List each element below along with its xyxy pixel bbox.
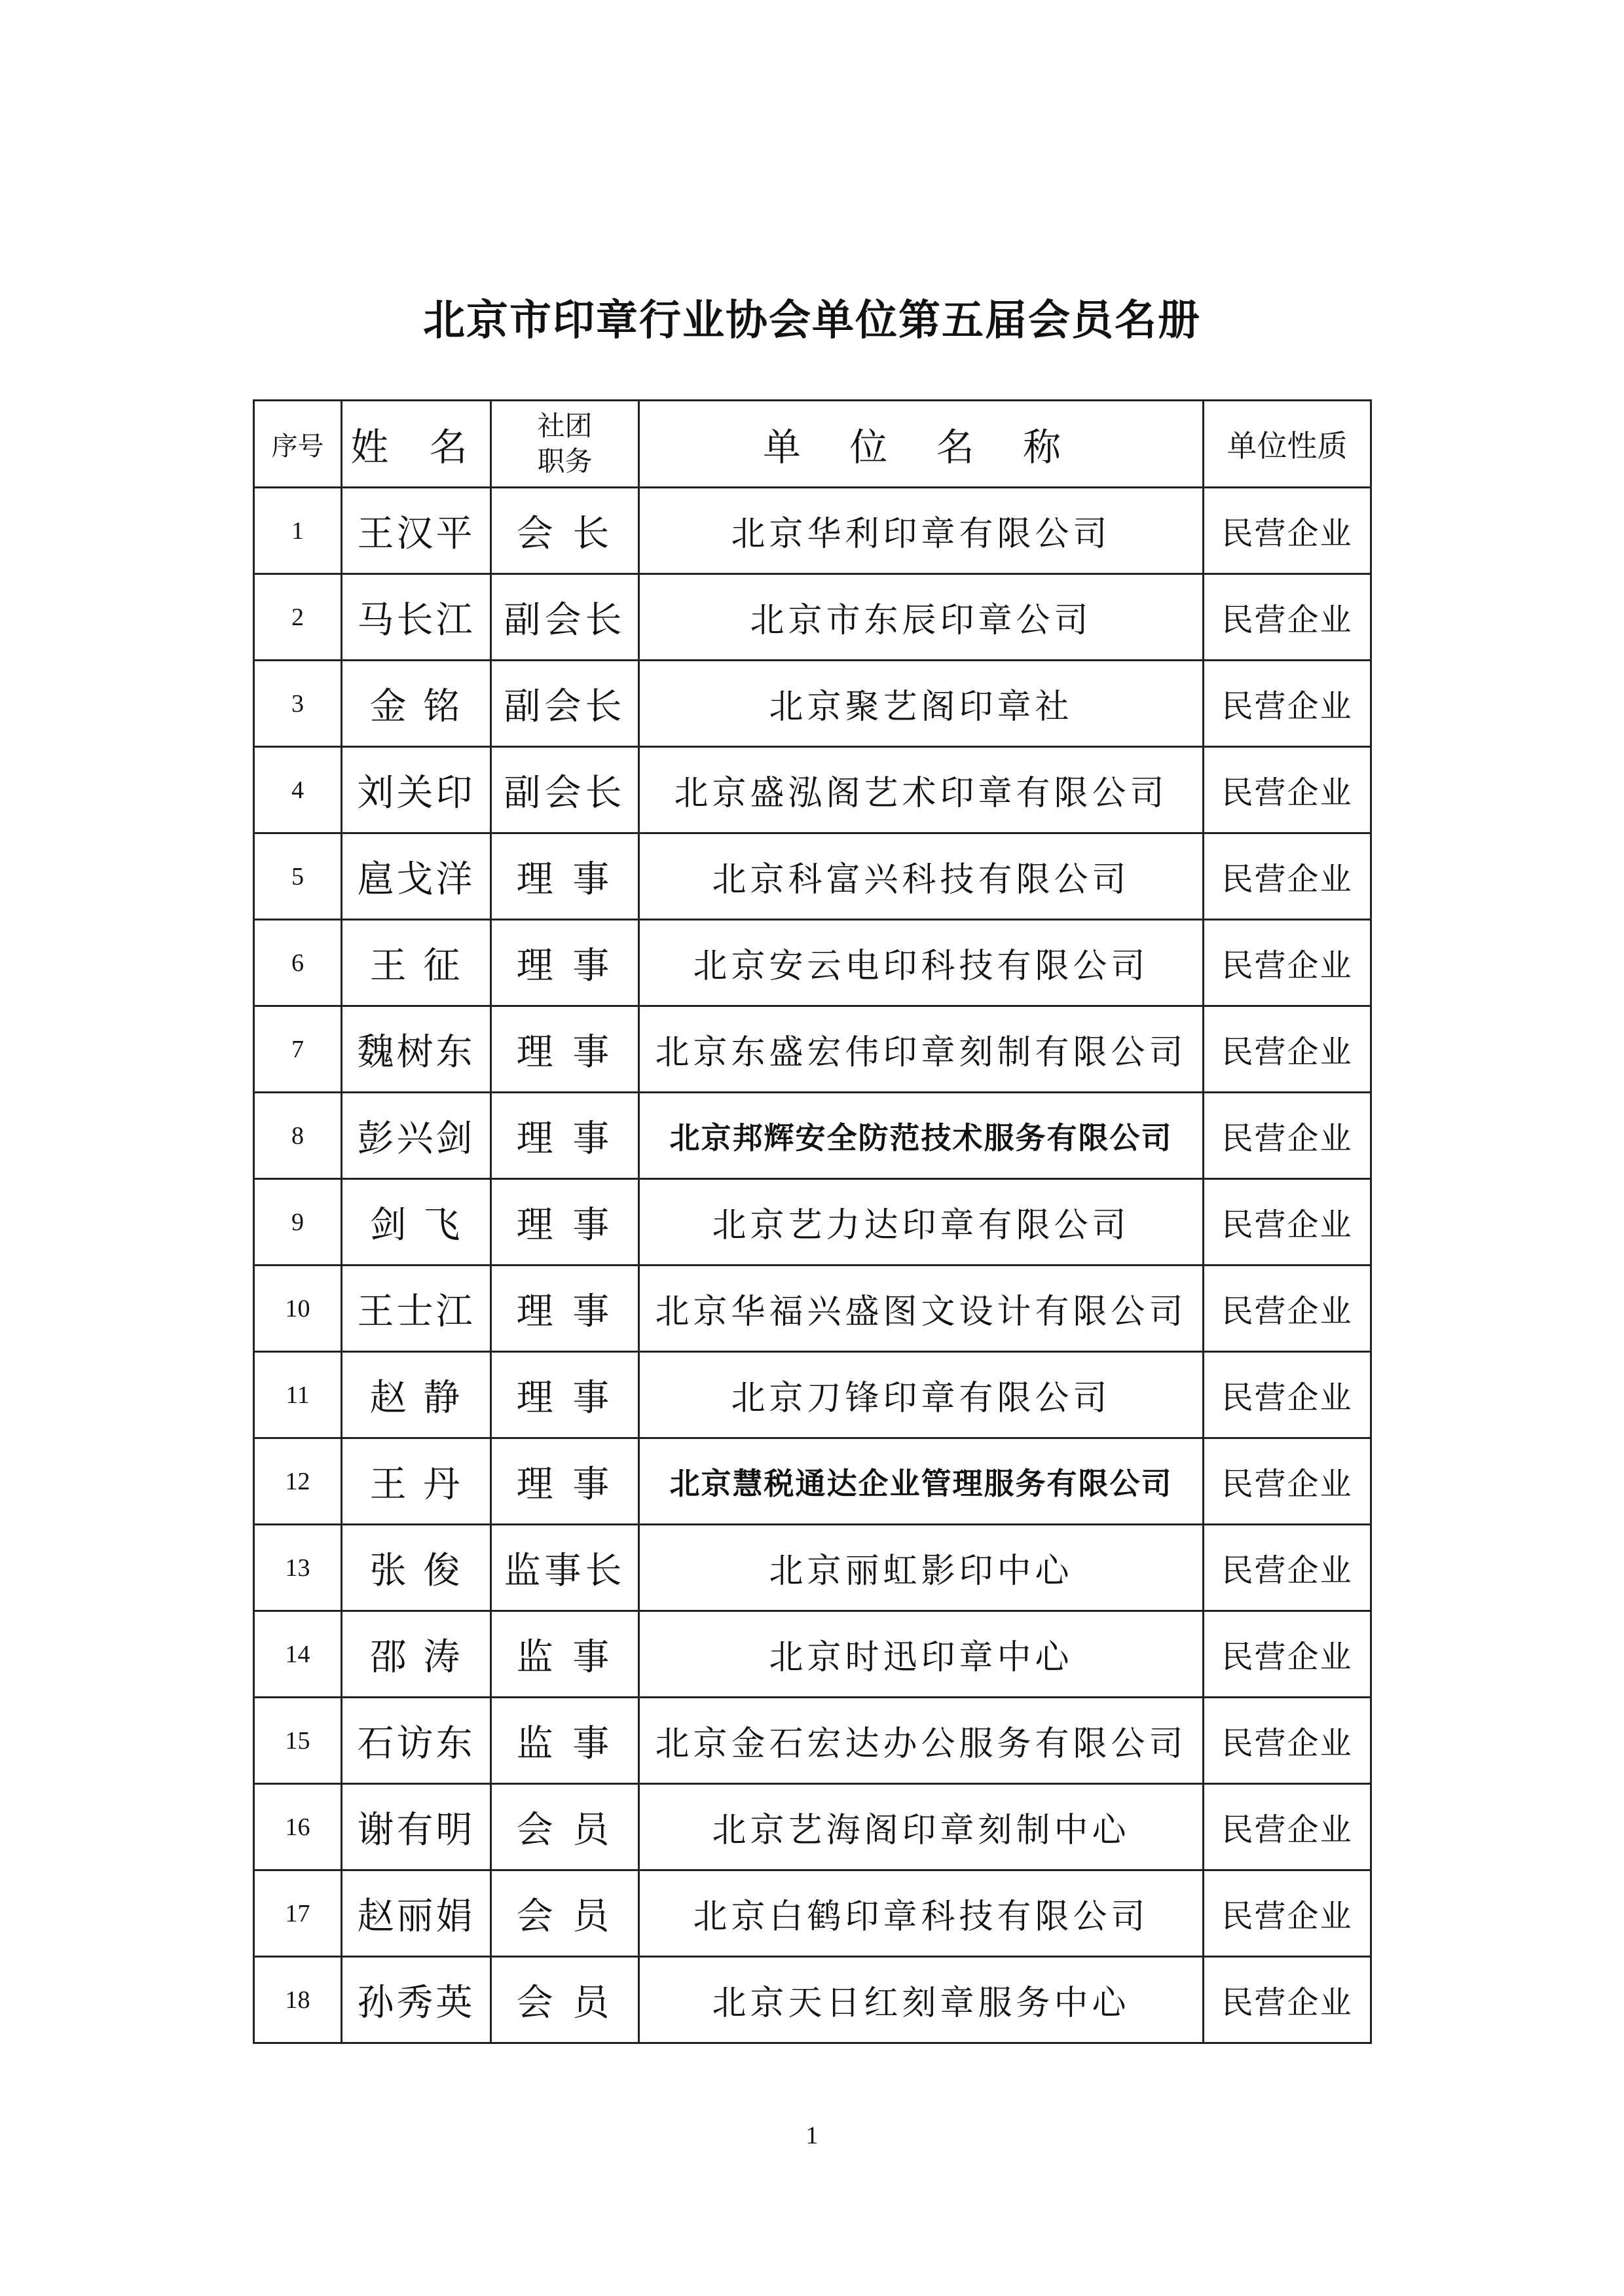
table-row (254, 1093, 1371, 1179)
table-row (254, 1266, 1371, 1352)
cell-seq: 16 (254, 1784, 342, 1870)
table-row (254, 661, 1371, 747)
cell-name: 赵丽娟 (342, 1870, 491, 1957)
cell-name: 马长江 (342, 574, 491, 661)
cell-unit: 北京白鹤印章科技有限公司 (639, 1870, 1204, 1957)
header-seq: 序号 (254, 401, 342, 488)
cell-role: 理 事 (491, 920, 639, 1006)
cell-nature: 民营企业 (1204, 1784, 1371, 1870)
cell-seq: 7 (254, 1006, 342, 1093)
cell-role: 会 员 (491, 1870, 639, 1957)
table-row (254, 1179, 1371, 1266)
cell-nature: 民营企业 (1204, 488, 1371, 574)
cell-name: 彭兴剑 (342, 1093, 491, 1179)
cell-role: 理 事 (491, 1352, 639, 1438)
cell-role: 会 员 (491, 1784, 639, 1870)
cell-role: 理 事 (491, 833, 639, 920)
cell-role: 监事长 (491, 1525, 639, 1611)
cell-nature: 民营企业 (1204, 1611, 1371, 1698)
cell-name: 孙秀英 (342, 1957, 491, 2043)
cell-unit: 北京市东辰印章公司 (639, 574, 1204, 661)
cell-name: 金 铭 (342, 661, 491, 747)
table-row (254, 1438, 1371, 1525)
table-row (254, 920, 1371, 1006)
cell-seq: 5 (254, 833, 342, 920)
cell-nature: 民营企业 (1204, 747, 1371, 833)
page-number: 1 (805, 2122, 819, 2149)
cell-name: 扈戈洋 (342, 833, 491, 920)
cell-role: 副会长 (491, 574, 639, 661)
cell-unit: 北京华福兴盛图文设计有限公司 (639, 1266, 1204, 1352)
table-row (254, 1870, 1371, 1957)
header-nature: 单位性质 (1204, 401, 1371, 488)
cell-unit: 北京丽虹影印中心 (639, 1525, 1204, 1611)
cell-name: 邵 涛 (342, 1611, 491, 1698)
cell-unit: 北京艺力达印章有限公司 (639, 1179, 1204, 1266)
cell-seq: 3 (254, 661, 342, 747)
cell-name: 赵 静 (342, 1352, 491, 1438)
cell-nature: 民营企业 (1204, 920, 1371, 1006)
cell-seq: 4 (254, 747, 342, 833)
cell-seq: 11 (254, 1352, 342, 1438)
cell-nature: 民营企业 (1204, 1438, 1371, 1525)
cell-name: 魏树东 (342, 1006, 491, 1093)
cell-nature: 民营企业 (1204, 574, 1371, 661)
cell-seq: 1 (254, 488, 342, 574)
cell-seq: 18 (254, 1957, 342, 2043)
table-row (254, 1957, 1371, 2043)
cell-role: 副会长 (491, 661, 639, 747)
cell-role: 会 员 (491, 1957, 639, 2043)
cell-name: 王 征 (342, 920, 491, 1006)
cell-seq: 2 (254, 574, 342, 661)
cell-name: 王汉平 (342, 488, 491, 574)
header-name: 姓 名 (342, 401, 491, 488)
table-row (254, 1698, 1371, 1784)
cell-role: 副会长 (491, 747, 639, 833)
cell-unit: 北京时迅印章中心 (639, 1611, 1204, 1698)
cell-seq: 13 (254, 1525, 342, 1611)
cell-seq: 14 (254, 1611, 342, 1698)
cell-nature: 民营企业 (1204, 1266, 1371, 1352)
cell-nature: 民营企业 (1204, 1525, 1371, 1611)
cell-role: 理 事 (491, 1006, 639, 1093)
cell-name: 刘关印 (342, 747, 491, 833)
table-row (254, 1611, 1371, 1698)
cell-seq: 12 (254, 1438, 342, 1525)
cell-seq: 6 (254, 920, 342, 1006)
cell-unit: 北京盛泓阁艺术印章有限公司 (639, 747, 1204, 833)
table-row (254, 1525, 1371, 1611)
cell-name: 谢有明 (342, 1784, 491, 1870)
cell-unit: 北京华利印章有限公司 (639, 488, 1204, 574)
table-row (254, 574, 1371, 661)
cell-seq: 8 (254, 1093, 342, 1179)
cell-nature: 民营企业 (1204, 833, 1371, 920)
cell-unit: 北京邦辉安全防范技术服务有限公司 (639, 1093, 1204, 1179)
table-row (254, 1352, 1371, 1438)
cell-unit: 北京慧税通达企业管理服务有限公司 (639, 1438, 1204, 1525)
cell-nature: 民营企业 (1204, 1698, 1371, 1784)
table-row (254, 1784, 1371, 1870)
table-row (254, 1006, 1371, 1093)
page-title: 北京市印章行业协会单位第五届会员名册 (423, 297, 1201, 345)
table-row (254, 488, 1371, 574)
cell-unit: 北京天日红刻章服务中心 (639, 1957, 1204, 2043)
header-role (491, 401, 639, 488)
cell-unit: 北京安云电印科技有限公司 (639, 920, 1204, 1006)
cell-role: 监 事 (491, 1611, 639, 1698)
cell-role: 监 事 (491, 1698, 639, 1784)
cell-role: 理 事 (491, 1179, 639, 1266)
cell-seq: 9 (254, 1179, 342, 1266)
cell-role: 理 事 (491, 1093, 639, 1179)
cell-nature: 民营企业 (1204, 1006, 1371, 1093)
cell-name: 石访东 (342, 1698, 491, 1784)
cell-role: 理 事 (491, 1266, 639, 1352)
member-roster-table (253, 399, 1372, 2044)
cell-seq: 17 (254, 1870, 342, 1957)
table-row (254, 833, 1371, 920)
cell-name: 张 俊 (342, 1525, 491, 1611)
cell-nature: 民营企业 (1204, 1352, 1371, 1438)
cell-role: 会 长 (491, 488, 639, 574)
cell-name: 王 丹 (342, 1438, 491, 1525)
cell-role: 理 事 (491, 1438, 639, 1525)
cell-unit: 北京聚艺阁印章社 (639, 661, 1204, 747)
cell-unit: 北京科富兴科技有限公司 (639, 833, 1204, 920)
cell-nature: 民营企业 (1204, 1957, 1371, 2043)
cell-nature: 民营企业 (1204, 1870, 1371, 1957)
cell-nature: 民营企业 (1204, 661, 1371, 747)
cell-unit: 北京东盛宏伟印章刻制有限公司 (639, 1006, 1204, 1093)
cell-name: 王士江 (342, 1266, 491, 1352)
cell-name: 剑 飞 (342, 1179, 491, 1266)
table-header-row (254, 401, 1371, 488)
cell-seq: 15 (254, 1698, 342, 1784)
cell-nature: 民营企业 (1204, 1179, 1371, 1266)
header-role-line1: 社团 (537, 410, 593, 442)
cell-unit: 北京金石宏达办公服务有限公司 (639, 1698, 1204, 1784)
cell-nature: 民营企业 (1204, 1093, 1371, 1179)
table-row (254, 747, 1371, 833)
header-role-line2: 职务 (537, 445, 593, 477)
header-unit: 单 位 名 称 (639, 401, 1204, 488)
cell-unit: 北京艺海阁印章刻制中心 (639, 1784, 1204, 1870)
cell-seq: 10 (254, 1266, 342, 1352)
cell-unit: 北京刀锋印章有限公司 (639, 1352, 1204, 1438)
